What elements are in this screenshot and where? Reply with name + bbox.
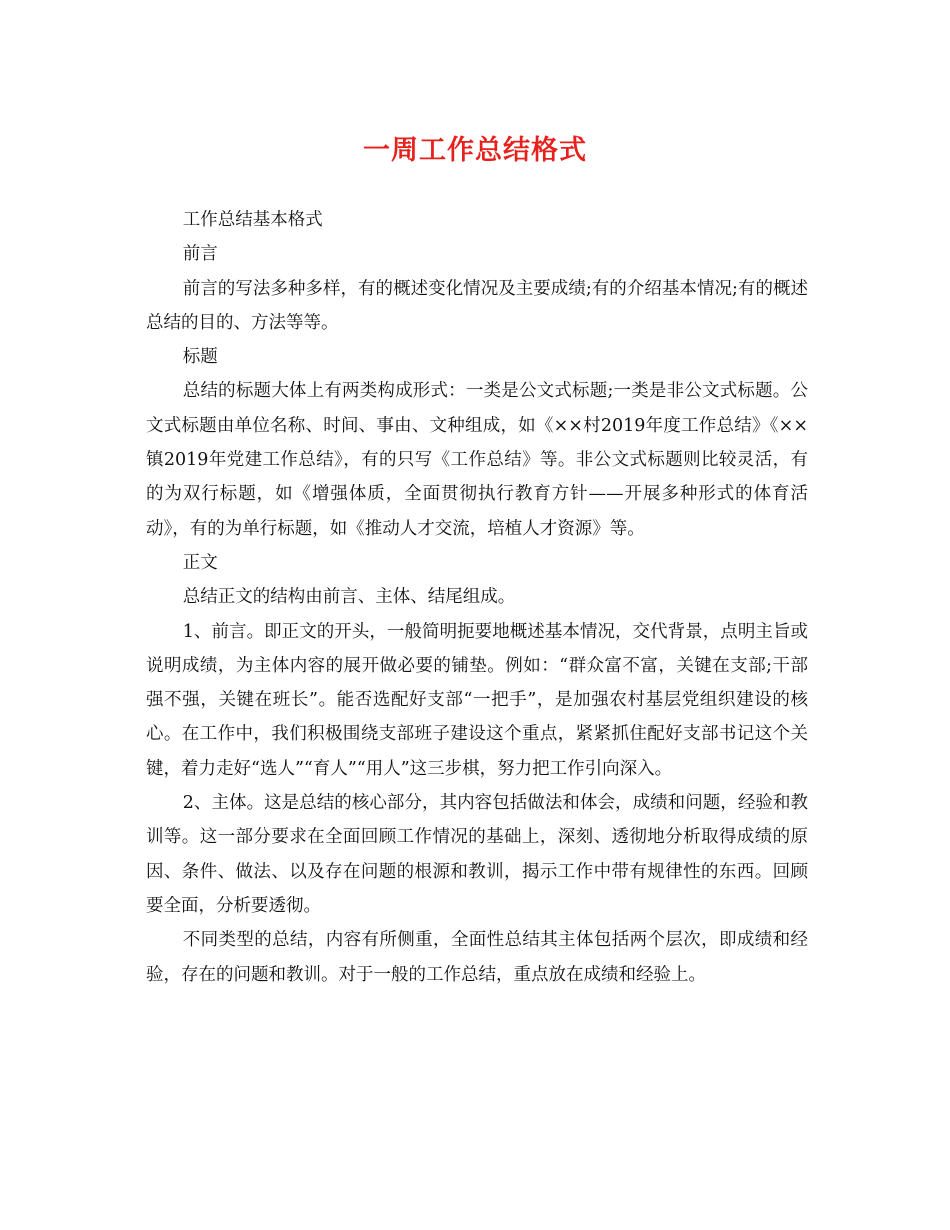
paragraph-body-structure: 总结正文的结构由前言、主体、结尾组成。 — [182, 587, 516, 608]
paragraph-body-types: 不同类型的总结，内容有所侧重，全面性总结其主体包括两个层次，即成绩和经验，存在的问题和教训。对于一般的工作总结，重点放在成绩和经验上。 — [146, 930, 808, 985]
paragraph-heading-body: 正文 — [182, 552, 218, 573]
paragraph-title-text: 总结的标题大体上有两类构成形式：一类是公文式标题;一类是非公文式标题。公文式标题由单位名称、时间、事由、文种组成，如《××村2019年度工作总结》《××镇2019年党建工作总结》，有的只写《工作总结》等。非公文式标题则比较灵活，有的为双行标题，如《增强体质，全面贯彻执行教育方针——开展多种形式的体育活动》，有的为单行标题，如《推动人才交流，培植人才资源》等。 — [146, 381, 808, 539]
document-title: 一周工作总结格式 — [363, 135, 587, 166]
paragraph-body-main: 2、主体。这是总结的核心部分，其内容包括做法和体会，成绩和问题，经验和教训等。这一部分要求在全面回顾工作情况的基础上，深刻、透彻地分析取得成绩的原因、条件、做法、以及存在问题的根源和教训，揭示工作中带有规律性的东西。回顾要全面，分析要透彻。 — [146, 793, 808, 916]
paragraph-preface-text: 前言的写法多种多样，有的概述变化情况及主要成绩;有的介绍基本情况;有的概述总结的目的、方法等等。 — [146, 278, 808, 333]
document-body — [146, 203, 808, 992]
paragraph-body-preface: 1、前言。即正文的开头，一般简明扼要地概述基本情况，交代背景，点明主旨或说明成绩，为主体内容的展开做必要的铺垫。例如：“群众富不富，关键在支部;干部强不强，关键在班长”。能否选配好支部“一把手”，是加强农村基层党组织建设的核心。在工作中，我们积极围绕支部班子建设这个重点，紧紧抓住配好支部书记这个关键，着力走好“选人”“育人”“用人”这三步棋，努力把工作引向深入。 — [146, 621, 808, 779]
paragraph-heading-preface: 前言 — [182, 244, 218, 265]
paragraph-heading-title: 标题 — [182, 347, 218, 368]
paragraph-heading-basic-format: 工作总结基本格式 — [182, 210, 323, 230]
